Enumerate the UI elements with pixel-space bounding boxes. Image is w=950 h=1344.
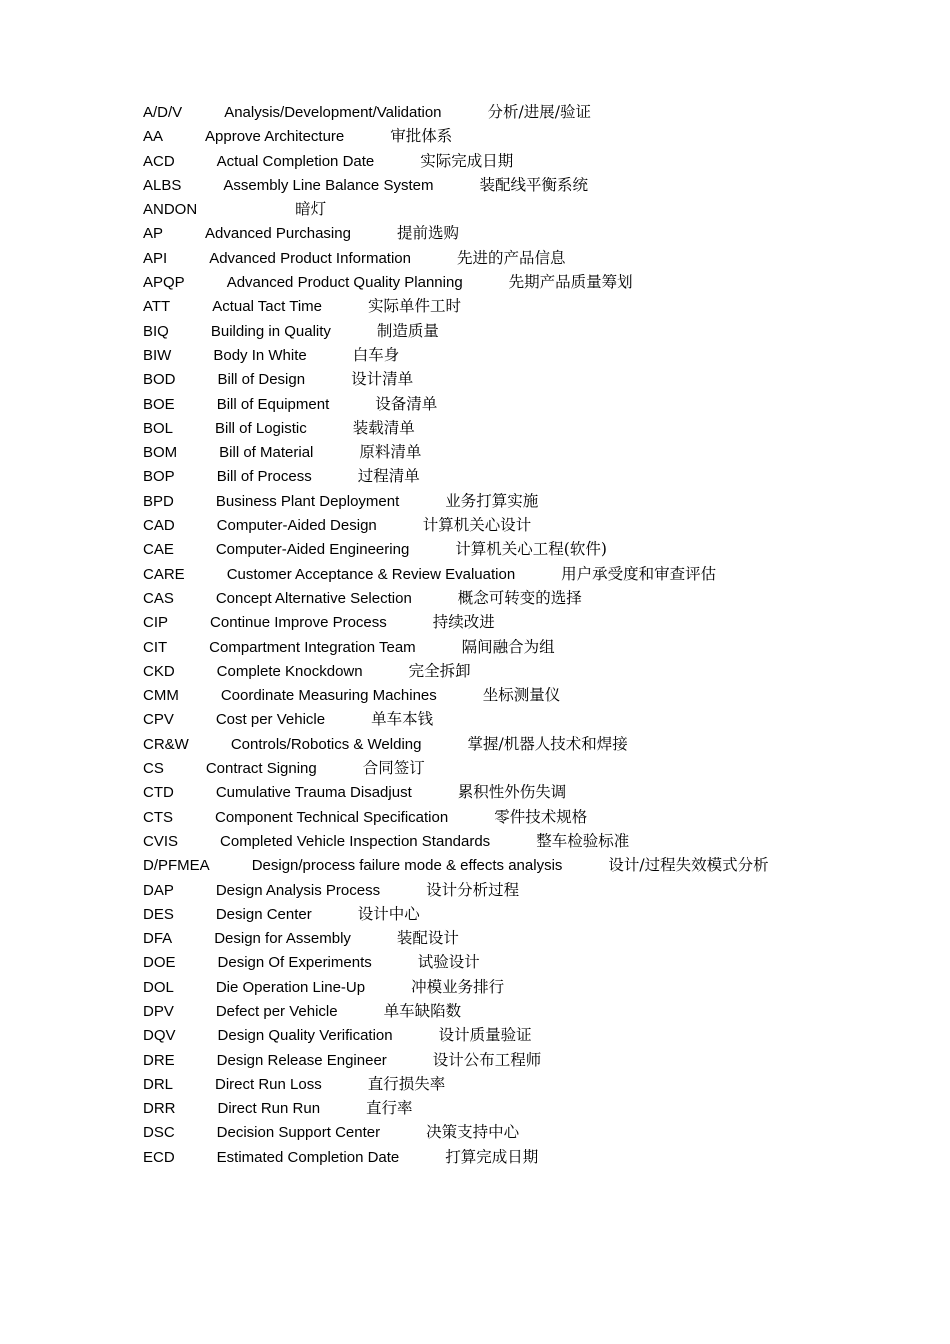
glossary-abbreviation: DFA bbox=[143, 930, 173, 948]
glossary-chinese-term: 设计公布工程师 bbox=[432, 1050, 542, 1069]
glossary-chinese-term: 先进的产品信息 bbox=[456, 248, 566, 267]
glossary-chinese-term: 整车检验标准 bbox=[536, 831, 630, 850]
glossary-english-term: Business Plant Deployment bbox=[215, 492, 400, 510]
glossary-row bbox=[143, 197, 769, 221]
glossary-row bbox=[143, 416, 769, 440]
glossary-list bbox=[143, 100, 769, 1169]
glossary-row bbox=[143, 975, 769, 999]
glossary-row bbox=[143, 950, 769, 974]
glossary-english-term: Controls/Robotics & Welding bbox=[230, 735, 422, 753]
glossary-chinese-term: 概念可转变的选择 bbox=[457, 588, 582, 607]
glossary-abbreviation: CAE bbox=[143, 541, 174, 559]
glossary-english-term: Computer-Aided Engineering bbox=[215, 541, 410, 559]
glossary-row bbox=[143, 853, 769, 877]
glossary-abbreviation: BOD bbox=[143, 371, 176, 389]
glossary-abbreviation: DPV bbox=[143, 1002, 174, 1020]
glossary-abbreviation: CPV bbox=[143, 711, 174, 729]
glossary-row bbox=[143, 489, 769, 513]
glossary-english-term: Body In White bbox=[213, 346, 307, 364]
glossary-english-term: Actual Completion Date bbox=[216, 152, 375, 170]
glossary-row bbox=[143, 537, 769, 561]
glossary-chinese-term: 实际完成日期 bbox=[420, 151, 514, 170]
glossary-row bbox=[143, 246, 769, 270]
glossary-row bbox=[143, 610, 769, 634]
glossary-row bbox=[143, 367, 769, 391]
glossary-row bbox=[143, 756, 769, 780]
glossary-english-term: Cumulative Trauma Disadjust bbox=[215, 784, 412, 802]
glossary-chinese-term: 设备清单 bbox=[375, 394, 438, 413]
glossary-abbreviation: DOE bbox=[143, 954, 176, 972]
glossary-row bbox=[143, 926, 769, 950]
glossary-abbreviation: CTD bbox=[143, 784, 174, 802]
glossary-chinese-term: 设计质量验证 bbox=[438, 1026, 532, 1045]
glossary-abbreviation: BOE bbox=[143, 395, 175, 413]
glossary-chinese-term: 原料清单 bbox=[359, 443, 422, 462]
glossary-row bbox=[143, 100, 769, 124]
glossary-english-term: Direct Run Run bbox=[217, 1100, 321, 1118]
glossary-english-term: Bill of Logistic bbox=[215, 419, 307, 437]
glossary-abbreviation: DES bbox=[143, 905, 174, 923]
glossary-chinese-term: 实际单件工时 bbox=[368, 297, 462, 316]
glossary-english-term: Computer-Aided Design bbox=[216, 517, 377, 535]
glossary-row bbox=[143, 780, 769, 804]
glossary-english-term: Estimated Completion Date bbox=[216, 1148, 400, 1166]
glossary-row bbox=[143, 586, 769, 610]
glossary-english-term: Defect per Vehicle bbox=[215, 1002, 338, 1020]
glossary-english-term: Concept Alternative Selection bbox=[215, 589, 412, 607]
glossary-abbreviation: CVIS bbox=[143, 832, 179, 850]
glossary-english-term: Actual Tact Time bbox=[212, 298, 322, 316]
glossary-english-term: Customer Acceptance & Review Evaluation bbox=[226, 565, 516, 583]
glossary-row bbox=[143, 1120, 769, 1144]
glossary-english-term: Completed Vehicle Inspection Standards bbox=[220, 832, 491, 850]
glossary-row bbox=[143, 294, 769, 318]
glossary-abbreviation: DQV bbox=[143, 1027, 176, 1045]
glossary-english-term: Design Center bbox=[215, 905, 312, 923]
glossary-row bbox=[143, 562, 769, 586]
glossary-chinese-term: 单车本钱 bbox=[371, 710, 434, 729]
glossary-abbreviation: API bbox=[143, 249, 168, 267]
glossary-chinese-term: 冲模业务排行 bbox=[411, 977, 505, 996]
glossary-abbreviation: BOL bbox=[143, 419, 174, 437]
glossary-english-term: Component Technical Specification bbox=[215, 808, 449, 826]
glossary-abbreviation: DRL bbox=[143, 1075, 174, 1093]
glossary-row bbox=[143, 732, 769, 756]
glossary-row bbox=[143, 999, 769, 1023]
glossary-chinese-term: 装配线平衡系统 bbox=[479, 175, 588, 194]
glossary-abbreviation: ANDON bbox=[143, 201, 198, 219]
glossary-abbreviation: CIP bbox=[143, 614, 169, 632]
glossary-english-term: Assembly Line Balance System bbox=[223, 176, 434, 194]
glossary-row bbox=[143, 149, 769, 173]
glossary-chinese-term: 设计中心 bbox=[357, 904, 420, 923]
glossary-english-term: Contract Signing bbox=[205, 760, 317, 778]
glossary-english-term: Compartment Integration Team bbox=[209, 638, 416, 656]
glossary-chinese-term: 设计清单 bbox=[351, 370, 414, 389]
glossary-abbreviation: CTS bbox=[143, 808, 173, 826]
glossary-english-term: Building in Quality bbox=[210, 322, 331, 340]
glossary-english-term: Cost per Vehicle bbox=[215, 711, 326, 729]
glossary-abbreviation: CKD bbox=[143, 662, 175, 680]
glossary-chinese-term: 审批体系 bbox=[390, 127, 453, 146]
glossary-row bbox=[143, 1023, 769, 1047]
glossary-chinese-term: 决策支持中心 bbox=[426, 1123, 520, 1142]
glossary-chinese-term: 计算机关心工程(软件) bbox=[455, 540, 607, 559]
glossary-english-term: Design for Assembly bbox=[214, 930, 351, 948]
glossary-english-term: Decision Support Center bbox=[216, 1124, 381, 1142]
glossary-chinese-term: 白车身 bbox=[352, 345, 400, 364]
glossary-chinese-term: 直行率 bbox=[366, 1099, 413, 1118]
glossary-abbreviation: AP bbox=[143, 225, 164, 243]
glossary-chinese-term: 零件技术规格 bbox=[494, 807, 588, 826]
glossary-english-term: Design/process failure mode & effects analysis bbox=[251, 857, 563, 875]
glossary-english-term: Approve Architecture bbox=[205, 128, 345, 146]
glossary-abbreviation: BOM bbox=[143, 444, 178, 462]
glossary-row bbox=[143, 659, 769, 683]
glossary-chinese-term: 持续改进 bbox=[432, 613, 495, 632]
glossary-chinese-term: 掌握/机器人技术和焊接 bbox=[467, 734, 628, 753]
glossary-row bbox=[143, 878, 769, 902]
glossary-english-term: Complete Knockdown bbox=[216, 662, 363, 680]
glossary-chinese-term: 制造质量 bbox=[376, 321, 439, 340]
glossary-chinese-term: 单车缺陷数 bbox=[383, 1001, 462, 1020]
glossary-row bbox=[143, 805, 769, 829]
glossary-chinese-term: 设计/过程失效模式分析 bbox=[608, 856, 769, 875]
glossary-chinese-term: 隔间融合为组 bbox=[461, 637, 555, 656]
glossary-abbreviation: A/D/V bbox=[143, 104, 183, 121]
glossary-english-term: Advanced Product Information bbox=[209, 249, 411, 267]
glossary-row bbox=[143, 319, 769, 343]
glossary-abbreviation: DAP bbox=[143, 881, 174, 899]
glossary-chinese-term: 业务打算实施 bbox=[445, 491, 539, 510]
glossary-row bbox=[143, 124, 769, 148]
glossary-english-term: Bill of Equipment bbox=[216, 395, 330, 413]
glossary-row bbox=[143, 270, 769, 294]
glossary-chinese-term: 过程清单 bbox=[357, 467, 420, 486]
glossary-chinese-term: 直行损失率 bbox=[367, 1074, 446, 1093]
glossary-english-term: Analysis/Development/Validation bbox=[224, 104, 442, 121]
glossary-chinese-term: 分析/进展/验证 bbox=[487, 103, 591, 121]
glossary-abbreviation: APQP bbox=[143, 274, 185, 292]
glossary-english-term: Die Operation Line-Up bbox=[215, 978, 366, 996]
glossary-abbreviation: CAD bbox=[143, 517, 175, 535]
glossary-row bbox=[143, 829, 769, 853]
glossary-row bbox=[143, 221, 769, 245]
glossary-abbreviation: DSC bbox=[143, 1124, 175, 1142]
glossary-english-term: Design Release Engineer bbox=[216, 1051, 387, 1069]
glossary-english-term: Continue Improve Process bbox=[210, 614, 387, 632]
glossary-abbreviation: DOL bbox=[143, 978, 174, 996]
glossary-english-term: Advanced Purchasing bbox=[205, 225, 351, 243]
glossary-english-term: Advanced Product Quality Planning bbox=[226, 274, 463, 292]
glossary-row bbox=[143, 440, 769, 464]
glossary-english-term: Coordinate Measuring Machines bbox=[220, 687, 437, 705]
glossary-row bbox=[143, 392, 769, 416]
glossary-chinese-term: 用户承受度和审查评估 bbox=[561, 564, 717, 583]
glossary-row bbox=[143, 902, 769, 926]
glossary-abbreviation: ALBS bbox=[143, 176, 182, 194]
glossary-abbreviation: CMM bbox=[143, 687, 179, 705]
glossary-row bbox=[143, 1145, 769, 1169]
glossary-chinese-term: 装载清单 bbox=[352, 418, 415, 437]
glossary-chinese-term: 先期产品质量筹划 bbox=[508, 273, 633, 292]
glossary-row bbox=[143, 1096, 769, 1120]
glossary-abbreviation: CARE bbox=[143, 565, 185, 583]
glossary-chinese-term: 完全拆卸 bbox=[408, 661, 471, 680]
glossary-chinese-term: 累积性外伤失调 bbox=[457, 783, 567, 802]
glossary-chinese-term: 装配设计 bbox=[396, 929, 459, 948]
glossary-chinese-term: 试验设计 bbox=[417, 953, 480, 972]
glossary-abbreviation: BIW bbox=[143, 346, 172, 364]
glossary-english-term: Design Of Experiments bbox=[217, 954, 372, 972]
glossary-abbreviation: ATT bbox=[143, 298, 171, 316]
glossary-row bbox=[143, 707, 769, 731]
glossary-chinese-term: 合同签订 bbox=[362, 759, 425, 778]
glossary-row bbox=[143, 173, 769, 197]
glossary-abbreviation: BPD bbox=[143, 492, 174, 510]
glossary-row bbox=[143, 464, 769, 488]
glossary-english-term: Design Quality Verification bbox=[217, 1027, 393, 1045]
glossary-abbreviation: ECD bbox=[143, 1148, 175, 1166]
glossary-row bbox=[143, 1072, 769, 1096]
glossary-row bbox=[143, 1048, 769, 1072]
glossary-abbreviation: CS bbox=[143, 760, 164, 778]
glossary-abbreviation: BIQ bbox=[143, 322, 169, 340]
glossary-row bbox=[143, 513, 769, 537]
glossary-english-term: Bill of Design bbox=[217, 371, 306, 389]
glossary-english-term: Bill of Process bbox=[216, 468, 312, 486]
glossary-abbreviation: ACD bbox=[143, 152, 175, 170]
glossary-chinese-term: 打算完成日期 bbox=[445, 1147, 539, 1166]
glossary-chinese-term: 计算机关心设计 bbox=[422, 516, 532, 535]
glossary-chinese-term: 坐标测量仪 bbox=[482, 686, 561, 705]
glossary-row bbox=[143, 683, 769, 707]
glossary-abbreviation: D/PFMEA bbox=[143, 857, 210, 875]
glossary-chinese-term: 暗灯 bbox=[295, 200, 327, 219]
glossary-chinese-term: 设计分析过程 bbox=[426, 880, 520, 899]
glossary-abbreviation: DRR bbox=[143, 1100, 176, 1118]
glossary-abbreviation: DRE bbox=[143, 1051, 175, 1069]
glossary-abbreviation: CAS bbox=[143, 589, 174, 607]
glossary-abbreviation: AA bbox=[143, 128, 164, 146]
glossary-english-term: Bill of Material bbox=[219, 444, 314, 462]
glossary-abbreviation: CIT bbox=[143, 638, 168, 656]
glossary-chinese-term: 提前选购 bbox=[396, 224, 459, 243]
glossary-english-term: Design Analysis Process bbox=[215, 881, 381, 899]
glossary-abbreviation: BOP bbox=[143, 468, 175, 486]
glossary-row bbox=[143, 343, 769, 367]
glossary-row bbox=[143, 635, 769, 659]
glossary-english-term: Direct Run Loss bbox=[215, 1075, 322, 1093]
glossary-abbreviation: CR&W bbox=[143, 735, 189, 753]
